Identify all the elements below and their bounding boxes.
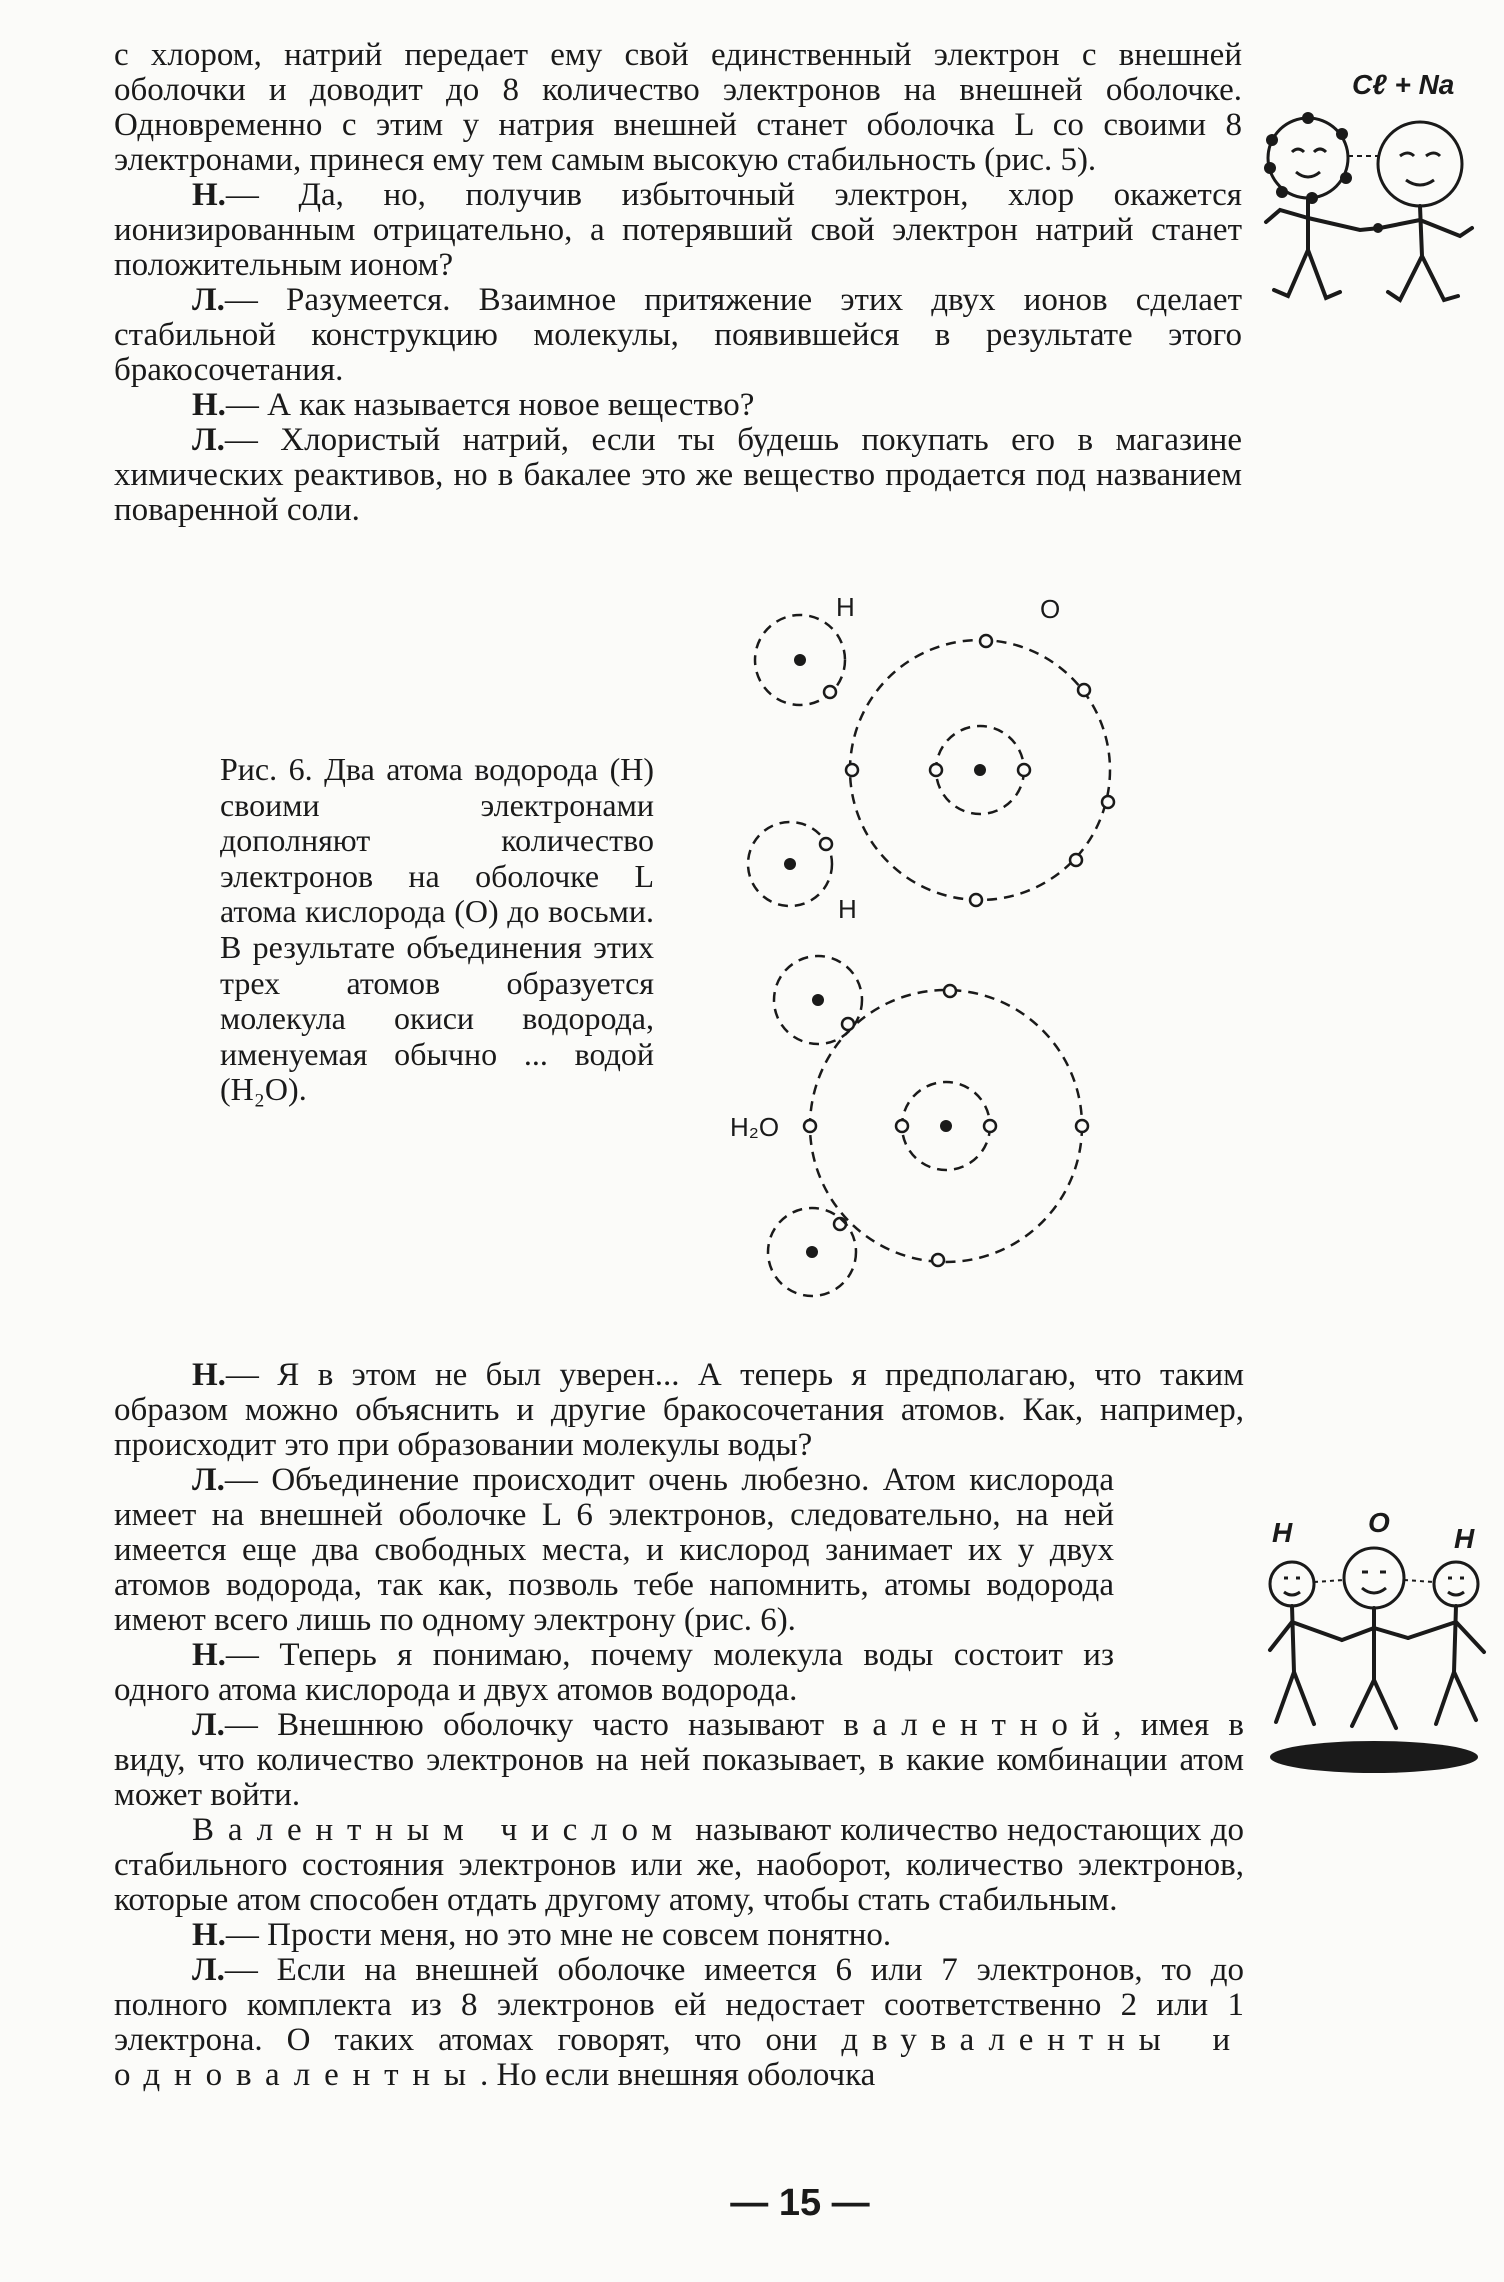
label-h2o: H₂O [730,1112,780,1142]
dialogue-line [114,1358,1244,1463]
speaker-l: Л. [192,1952,225,1988]
paragraph-continuation: с хлором, натрий передает ему свой единственный электрон с внешней оболочки и доводит до 8 количество электронов на внешней оболочке. Одновременно с этим у натрия внешней станет оболочка L со своими 8 электронами, принеся ему тем самым высокую стабильность (рис. 5). [114,37,1242,178]
speaker-l: Л. [192,422,225,458]
cartoon-shadow [1270,1741,1478,1773]
speaker-n: Н. [192,177,226,213]
label-h-bottom: Н [838,894,857,924]
label-o: О [1040,594,1061,624]
h-atom-bottom-electron [820,838,832,850]
figure-caption [220,752,654,1108]
term-bivalent-monovalent: двувалентны и одновалентны [114,2022,1245,2093]
h-atom-top-nucleus [794,654,806,666]
page-number: — 15 — [730,2182,870,2224]
speaker-l: Л. [192,1462,225,1498]
cartoon-label-h-right: Н [1454,1523,1475,1554]
top-text-block [114,38,1242,528]
line-text: — Объединение происходит очень любезно. Атом кислорода имеет на внешней оболочке L 6 электронов, следовательно, на ней имеется еще два свободных места, и кислород занимает их у двух атомов водорода, так как, позволь тебе напомнить, атомы водорода имеют всего лишь по одному электрону (рис. 6). [114,1462,1114,1638]
speaker-n: Н. [192,387,226,423]
bottom-text-block [114,1358,1244,2093]
definition-paragraph [114,1813,1244,1918]
dialogue-line [114,423,1242,528]
line-text: — Внешнюю оболочку часто называют [224,1707,844,1743]
line-text: — Если на внешней оболочке имеется 6 или 7 электронов, то до полного комплекта из 8 электронов ей недостает соответственно 2 или 1 электрона. О таких атомах говорят, что они [114,1952,1244,2058]
line-text: называют количество недостающих до стабильного состояния электронов или же, наоборот, количество электронов, которые атом способен отдать другому атому, чтобы стать стабильным. [114,1812,1245,1918]
speaker-l: Л. [192,1707,225,1743]
h-atom-bottom-nucleus [784,858,796,870]
line-text: — Теперь я понимаю, почему молекула воды состоит из одного атома кислорода и двух атомов водорода. [114,1637,1114,1708]
line-text: . Но если внешняя оболочка [479,2057,876,2093]
dialogue-line [114,1953,1244,2093]
dialogue-line [114,1463,1114,1638]
cartoon-h-o-h [1262,1507,1498,1782]
cartoon-label-h-left: Н [1272,1517,1293,1548]
water-molecule [730,956,1088,1296]
dialogue-line [114,178,1242,283]
term-valence-number: Валентным числом [192,1812,686,1848]
dialogue-line [114,1708,1244,1813]
dialogue-line [114,283,1242,388]
dialogue-line [114,1918,1244,1953]
dialogue-line [114,1638,1114,1708]
caption-text: Рис. 6. Два атома водорода (Н) своими электронами дополняют количество электронов на оболочке L атома кислорода (О) до восьми. В результате объединения этих трех атомов образуется молекула окиси водорода, именуемая обычно ... водой (H₂O). [220,751,654,1108]
line-text: — Прости меня, но это мне не совсем понятно. [225,1917,892,1953]
o-atom-nucleus [974,764,986,776]
term-valence: валентной [843,1707,1114,1743]
cartoon-label-o: О [1368,1507,1390,1538]
line-text: , имея в виду, что количество электронов на ней показывает, в какие комбинации атом может войти. [114,1707,1244,1813]
label-h-top: Н [836,592,855,622]
speaker-l: Л. [192,282,225,318]
cartoon-cl-na [1260,60,1490,320]
speaker-n: Н. [192,1637,226,1673]
speaker-n: Н. [192,1357,226,1393]
line-text: — Я в этом не был уверен... А теперь я предполагаю, что таким образом можно объяснить и другие бракосочетания атомов. Как, например, происходит это при образовании молекулы воды? [114,1357,1244,1463]
speaker-n: Н. [192,1917,226,1953]
separated-atoms [748,592,1114,924]
figure-atoms [700,590,1220,1320]
h-atom-top-electron [824,686,836,698]
line-text: — Да, но, получив избыточный электрон, хлор окажется ионизированным отрицательно, а потерявший свой электрон натрий станет положительным ионом? [114,177,1242,283]
line-text: — Разумеется. Взаимное притяжение этих двух ионов сделает стабильной конструкцию молекулы, появившейся в результате этого бракосочетания. [114,282,1242,388]
line-text: — А как называется новое вещество? [225,387,755,423]
line-text: — Хлористый натрий, если ты будешь покупать его в магазине химических реактивов, но в бакалее это же вещество продается под названием поваренной соли. [114,422,1242,528]
dialogue-line [114,388,1242,423]
cartoon-cl-na-label: Cℓ + Na [1352,69,1455,100]
